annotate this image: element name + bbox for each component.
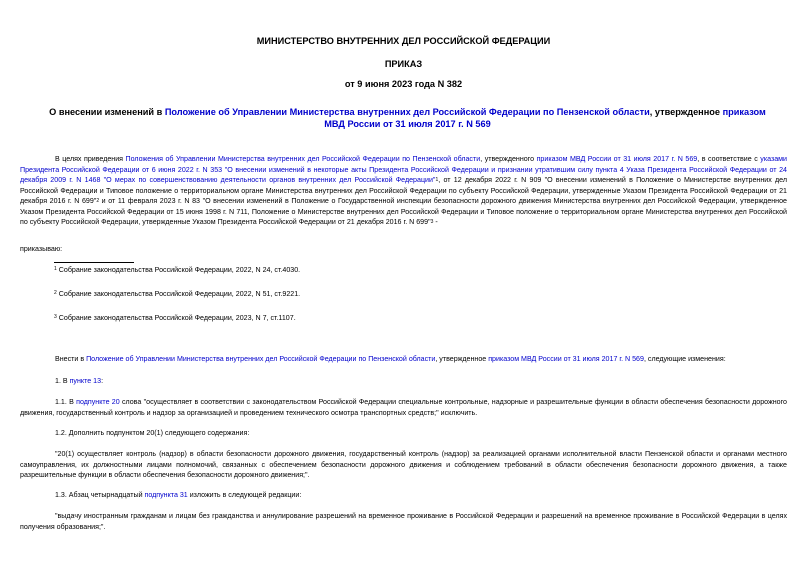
preamble-text: и от 11 февраля 2023 г. N 83 "О внесении изменений в Положение о Государственной инспекции безопасности дорожного движения Министерства внутренних дел Российской Федерации, утвержденное Указом Президента Российской Федерации от 15 июня 1998 г. N 711, Положение о Министерстве внутренних дел Российской Федерации и Типовое положение о территориальном органе Министерства внутренних дел Российской по субъекту Российской Федерации, утвержденные Указом Президента Российской Федерации от 21 декабря 2016 г. N 699"	[20, 197, 787, 226]
footnote-2	[54, 290, 300, 298]
item-1-3	[20, 490, 787, 501]
footnote-text: Собрание законодательства Российской Федерации, 2023, N 7, ст.1107.	[58, 314, 296, 322]
preamble-text: -	[433, 218, 438, 226]
ministry-heading: МИНИСТЕРСТВО ВНУТРЕННИХ ДЕЛ РОССИЙСКОЙ ФЕДЕРАЦИИ	[256, 36, 551, 46]
body-text: , утвержденное	[435, 355, 489, 363]
footnote-mark[interactable]: 2	[96, 198, 100, 204]
footnote-mark[interactable]: 3	[430, 219, 434, 225]
footnote-3	[54, 314, 296, 322]
body-text: изложить в следующей редакции:	[187, 491, 302, 499]
body-link-order[interactable]: приказом МВД России от 31 июля 2017 г. N 569	[488, 355, 644, 363]
item-1	[20, 376, 787, 387]
footnote-text: Собрание законодательства Российской Федерации, 2022, N 24, ст.4030.	[58, 266, 301, 274]
subject-middle: , утвержденное	[649, 107, 723, 117]
order-word: приказываю:	[20, 245, 63, 253]
subject-prefix: О внесении изменений в	[49, 107, 165, 117]
footnote-divider	[54, 262, 134, 263]
preamble-text: , утвержденного	[480, 155, 537, 163]
body-text: :	[101, 377, 104, 385]
preamble-link-regulation[interactable]: Положения об Управлении Министерства внутренних дел Российской Федерации по Пензенской области	[125, 155, 481, 163]
footnote-mark[interactable]: 1	[435, 177, 439, 183]
body-intro	[20, 354, 787, 365]
footnote-number: 3	[54, 314, 57, 320]
body-text: Внести в	[55, 355, 87, 363]
item-1-3-quote: "выдачу иностранным гражданам и лицам без гражданства и аннулирование разрешений на временное проживание в Российской Федерации и разрешений на временное проживание в Российской Федерации в целях получения образования;".	[20, 512, 787, 531]
body-text: слова "осуществляет в соответствии с законодательством Российской Федерации специальные контрольные, надзорные и разрешительные функции в области обеспечения безопасности дорожного движения, государственный контроль и надзор за организацией и проведением технического осмотра транспортных средств;" исключить.	[20, 398, 787, 417]
preamble-link-decrees[interactable]: указами Президента Российской Федерации от 6 июня 2022 г. N 353 "О внесении изменений в некоторые акты Президента Российской Федерации и признании утратившим силу пункта 4 Указа Президента Российской Федерации от 24 декабря 2009 г. N 1468 "О мерах по совершенствованию деятельности органов внутренних дел Российской Федерации"	[20, 155, 787, 184]
body-link-regulation[interactable]: Положение об Управлении Министерства внутренних дел Российской Федерации по Пензенской области	[86, 355, 436, 363]
item-1-2: 1.2. Дополнить подпунктом 20(1) следующего содержания:	[55, 429, 250, 437]
link-subpoint-20[interactable]: подпункте 20	[76, 398, 120, 406]
footnote-number: 1	[54, 266, 57, 272]
preamble-text: В целях приведения	[55, 155, 126, 163]
document-type: ПРИКАЗ	[384, 59, 423, 69]
item-1-1	[20, 397, 787, 418]
body-text: 1. В	[55, 377, 70, 385]
footnote-1	[54, 266, 300, 274]
link-subpoint-31[interactable]: подпункта 31	[144, 491, 188, 499]
preamble-link-order[interactable]: приказом МВД России от 31 июля 2017 г. N 569	[536, 155, 698, 163]
footnote-number: 2	[54, 290, 57, 296]
preamble-text: , в соответствие с	[697, 155, 761, 163]
preamble-paragraph	[20, 154, 787, 228]
footnote-text: Собрание законодательства Российской Федерации, 2022, N 51, ст.9221.	[58, 290, 301, 298]
body-text: , следующие изменения:	[643, 355, 726, 363]
subject-link-order[interactable]: приказом МВД России от 31 июля 2017 г. N 569	[324, 107, 766, 129]
item-1-2-quote: "20(1) осуществляет контроль (надзор) в области безопасности дорожного движения, государственный контроль (надзор) за реализацией органами исполнительной власти Пензенской области и органами местного самоуправления, их должностными лицами полномочий, связанных с обеспечением безопасности дорожного движения и соблюдением требований в области обеспечения безопасности дорожного движения, а также разрешительные функции в области обеспечения безопасности дорожного движения;".	[20, 450, 787, 479]
document-date-number: от 9 июня 2023 года N 382	[344, 79, 463, 89]
preamble-text: , от 12 декабря 2022 г. N 909 "О внесении изменений в Положение о Министерстве внутренних дел Российской Федерации и Типовое положение о территориальном органе Министерства внутренних дел Российской Федерации по субъекту Российской Федерации, утвержденные Указом Президента Российской Федерации от 21 декабря 2016 г. N 699"	[20, 176, 787, 205]
body-text: 1.3. Абзац четырнадцатый	[55, 491, 145, 499]
body-text: 1.1. В	[55, 398, 77, 406]
link-point-13[interactable]: пункте 13	[69, 377, 102, 385]
subject-link-regulation[interactable]: Положение об Управлении Министерства внутренних дел Российской Федерации по Пензенской области	[164, 107, 650, 117]
document-subject	[45, 107, 770, 130]
